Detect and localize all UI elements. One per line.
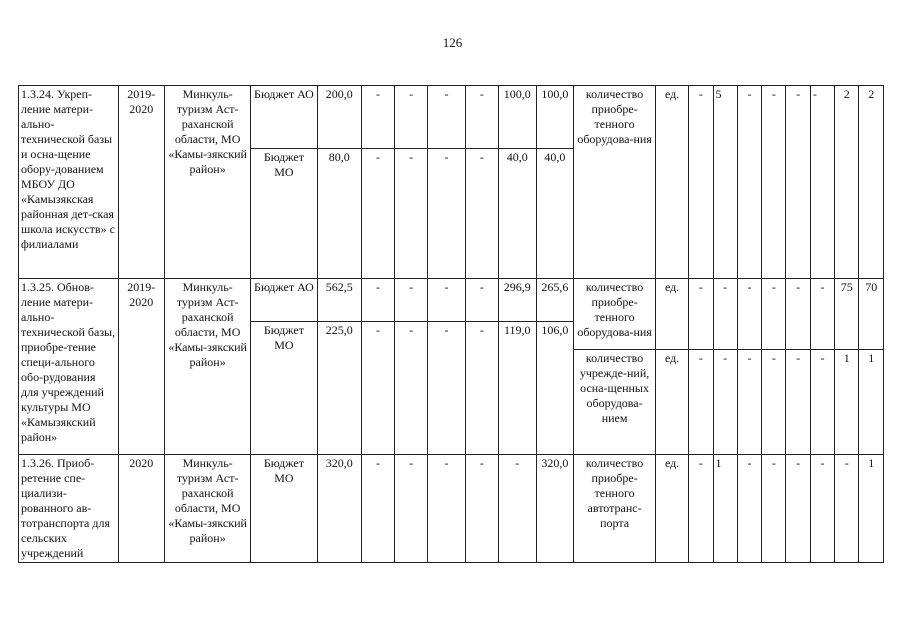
total-amount: 320,0 <box>317 455 361 563</box>
indicator-value: 70 <box>859 279 884 350</box>
measure-name: 1.3.25. Обнов-ление матери-ально-технической базы, приобре-тение специ-ального обо-рудования для учреждений культуры МО «Камызякский район» <box>19 279 119 455</box>
indicator-value: - <box>737 350 761 455</box>
indicator-value: - <box>689 350 713 455</box>
indicator-value: - <box>786 279 810 350</box>
indicator-unit: ед. <box>656 455 689 563</box>
funding-source: Бюджет МО <box>251 148 317 278</box>
indicator-value: - <box>810 86 834 279</box>
indicator-name: количество приобре-тенного оборудова-ния <box>574 86 656 279</box>
measure-name: 1.3.26. Приоб-ретение спе-циализи-рованного ав-тотранспорта для сельских учреждений <box>19 455 119 563</box>
indicator-name: количество приобре-тенного автотранс-порта <box>574 455 656 563</box>
years: 2019-2020 <box>118 86 164 279</box>
year-value: - <box>428 455 466 563</box>
year-value: - <box>395 455 428 563</box>
year-value: - <box>428 322 466 455</box>
indicator-value: 1 <box>859 350 884 455</box>
indicator-value: - <box>810 350 834 455</box>
indicator-unit: ед. <box>656 86 689 279</box>
indicator-value: 1 <box>859 455 884 563</box>
indicator-value: - <box>689 279 713 350</box>
indicator-value: 2 <box>859 86 884 279</box>
indicator-value: 75 <box>835 279 859 350</box>
year-value: - <box>465 455 498 563</box>
indicator-value: - <box>737 86 761 279</box>
year-value: - <box>361 148 394 278</box>
year-value: 296,9 <box>498 279 536 322</box>
year-value: - <box>361 279 394 322</box>
indicator-value: - <box>786 86 810 279</box>
year-value: 40,0 <box>498 148 536 278</box>
indicator-value: - <box>762 86 786 279</box>
year-value: - <box>361 86 394 149</box>
year-value: - <box>465 86 498 149</box>
indicator-value: - <box>713 350 737 455</box>
year-value: - <box>498 455 536 563</box>
year-value: - <box>465 322 498 455</box>
indicator-value: - <box>786 350 810 455</box>
year-value: - <box>465 279 498 322</box>
total-amount: 225,0 <box>317 322 361 455</box>
year-value: 40,0 <box>536 148 574 278</box>
year-value: 100,0 <box>536 86 574 149</box>
year-value: 320,0 <box>536 455 574 563</box>
years: 2019-2020 <box>118 279 164 455</box>
table-row <box>19 279 884 322</box>
indicator-value: - <box>737 455 761 563</box>
executor: Минкуль-туризм Аст-раханской области, МО «Камы-зякский район» <box>165 279 251 455</box>
year-value: - <box>395 279 428 322</box>
indicator-value: - <box>835 455 859 563</box>
indicator-value: - <box>689 86 713 279</box>
indicator-value: - <box>810 455 834 563</box>
indicator-value: 1 <box>713 455 737 563</box>
funding-source: Бюджет МО <box>251 455 317 563</box>
executor: Минкуль-туризм Аст-раханской области, МО «Камы-зякский район» <box>165 86 251 279</box>
funding-source: Бюджет АО <box>251 86 317 149</box>
years: 2020 <box>118 455 164 563</box>
program-table <box>18 85 884 563</box>
year-value: - <box>428 148 466 278</box>
year-value: - <box>361 322 394 455</box>
indicator-value: - <box>689 455 713 563</box>
total-amount: 562,5 <box>317 279 361 322</box>
year-value: - <box>361 455 394 563</box>
year-value: - <box>395 148 428 278</box>
indicator-unit: ед. <box>656 279 689 350</box>
indicator-value: - <box>713 279 737 350</box>
indicator-name: количество приобре-тенного оборудова-ния <box>574 279 656 350</box>
year-value: 265,6 <box>536 279 574 322</box>
indicator-name: количество учрежде-ний, осна-щенных оборудова-нием <box>574 350 656 455</box>
year-value: - <box>428 279 466 322</box>
year-value: 119,0 <box>498 322 536 455</box>
year-value: 100,0 <box>498 86 536 149</box>
table-row <box>19 86 884 149</box>
total-amount: 200,0 <box>317 86 361 149</box>
measure-name: 1.3.24. Укреп-ление матери-ально-технической базы и осна-щение обору-дованием МБОУ ДО «Камызякская районная дет-ская школа искусств» с филиалами <box>19 86 119 279</box>
year-value: - <box>395 322 428 455</box>
funding-source: Бюджет АО <box>251 279 317 322</box>
year-value: 106,0 <box>536 322 574 455</box>
indicator-unit: ед. <box>656 350 689 455</box>
indicator-value: - <box>810 279 834 350</box>
executor: Минкуль-туризм Аст-раханской области, МО «Камы-зякский район» <box>165 455 251 563</box>
table-row <box>19 455 884 563</box>
funding-source: Бюджет МО <box>251 322 317 455</box>
indicator-value: - <box>762 350 786 455</box>
indicator-value: - <box>786 455 810 563</box>
indicator-value: - <box>762 279 786 350</box>
indicator-value: 5 <box>713 86 737 279</box>
page-number: 126 <box>442 35 463 50</box>
year-value: - <box>428 86 466 149</box>
indicator-value: - <box>737 279 761 350</box>
year-value: - <box>465 148 498 278</box>
total-amount: 80,0 <box>317 148 361 278</box>
indicator-value: 2 <box>835 86 859 279</box>
indicator-value: - <box>762 455 786 563</box>
year-value: - <box>395 86 428 149</box>
indicator-value: 1 <box>835 350 859 455</box>
